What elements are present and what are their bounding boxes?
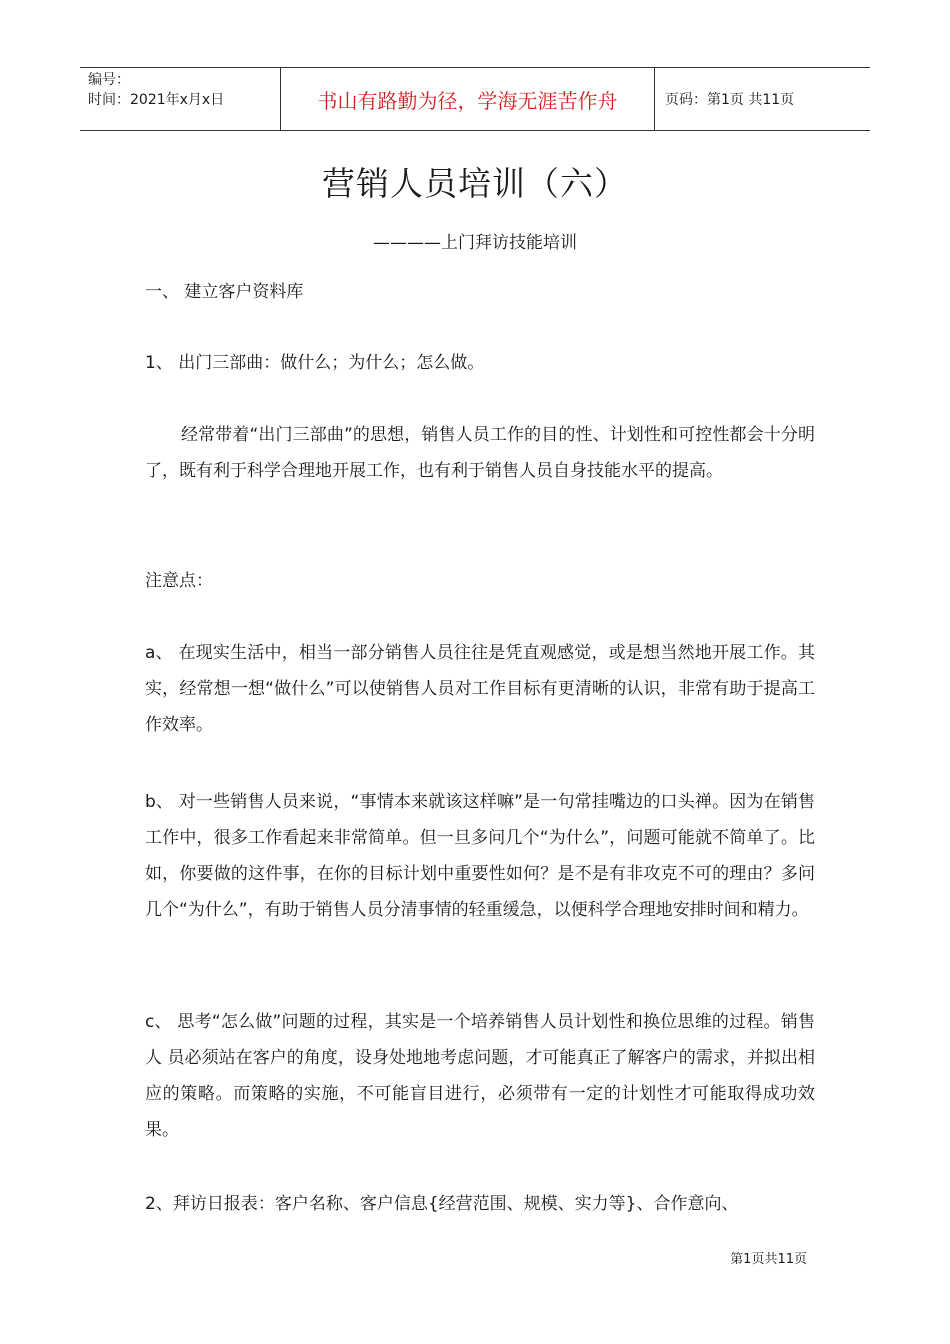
header-meta: [80, 68, 281, 130]
note-a: a、 在现实生活中，相当一部分销售人员往往是凭直观感觉，或是想当然地开展工作。其实，经常想一想“做什么”可以使销售人员对工作目标有更清晰的认识，非常有助于提高工作效率。: [145, 643, 815, 735]
motto: 书山有路勤为径，学海无涯苦作舟: [281, 68, 655, 130]
paragraph-1: 经常带着“出门三部曲”的思想，销售人员工作的目的性、计划性和可控性都会十分明了，既有利于科学合理地开展工作，也有利于销售人员自身技能水平的提高。: [145, 425, 815, 481]
page-subtitle: ————上门拜访技能培训: [373, 233, 577, 253]
page-footer: 第1页共11页: [730, 1252, 807, 1267]
item-2-heading: 2、拜访日报表：客户名称、客户信息{经营范围、规模、实力等}、合作意向、: [145, 1194, 739, 1214]
page-title: 营销人员培训（六）: [322, 164, 628, 203]
time-label: 时间：2021年x月x日: [88, 92, 225, 108]
section-heading-1: 一、 建立客户资料库: [145, 282, 304, 302]
item-1-heading: 1、 出门三部曲：做什么；为什么；怎么做。: [145, 353, 485, 373]
notes-label: 注意点：: [145, 571, 213, 591]
document-header: [80, 67, 870, 131]
page-info: 页码：第1页 共11页: [665, 92, 795, 108]
note-b: b、 对一些销售人员来说，“事情本来就该这样嘛”是一句常挂嘴边的口头禅。因为在销售工作中，很多工作看起来非常简单。但一旦多问几个“为什么”，问题可能就不简单了。比如，你要做的这件事，在你的目标计划中重要性如何？是不是有非攻克不可的理由？多问几个“为什么”，有助于销售人员分清事情的轻重缓急，以便科学合理地安排时间和精力。: [145, 792, 815, 920]
number-label: 编号：: [88, 72, 130, 88]
note-c: c、 思考“怎么做”问题的过程，其实是一个培养销售人员计划性和换位思维的过程。销售人 员必须站在客户的角度，设身处地地考虑问题，才可能真正了解客户的需求，并拟出相应的策略。而策略的实施，不可能盲目进行，必须带有一定的计划性才可能取得成功效果。: [145, 1012, 815, 1140]
